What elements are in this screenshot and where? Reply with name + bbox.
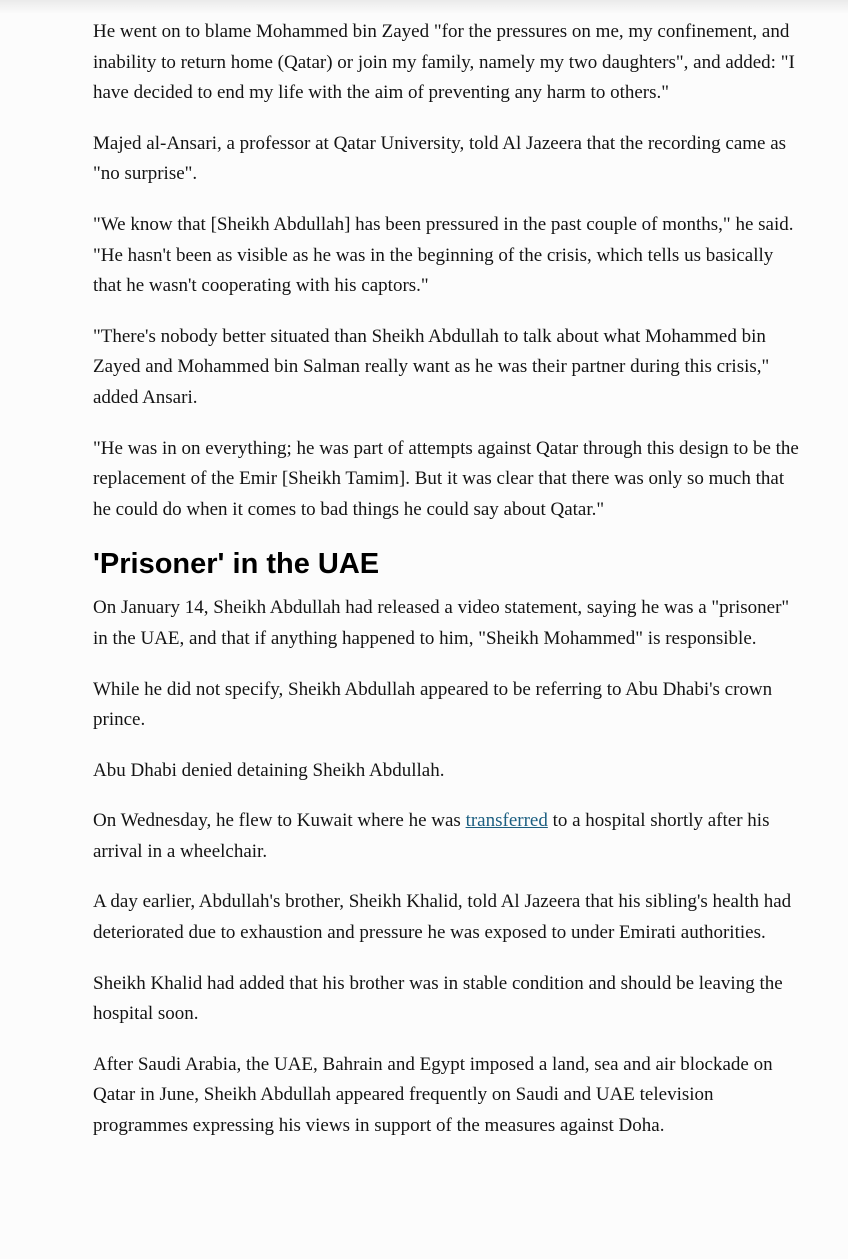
article-paragraph: He went on to blame Mohammed bin Zayed "for the pressures on me, my confinement, and inability to return home (Qatar) or join my family, namely my two daughters", and added: "I have decided to end my life with the aim of preventing any harm to others." bbox=[93, 21, 795, 104]
paragraph-text: On Wednesday, he flew to Kuwait where he was bbox=[93, 810, 466, 832]
article-paragraph: "He was in on everything; he was part of attempts against Qatar through this design to be the replacement of the Emir [Sheikh Tamim]. But it was clear that there was only so much that he could do when it comes to bad things he could say about Qatar." bbox=[93, 437, 799, 520]
article-paragraph-with-link bbox=[93, 806, 805, 867]
article-paragraph: A day earlier, Abdullah's brother, Sheikh Khalid, told Al Jazeera that his sibling's health had deteriorated due to exhaustion and pressure he was exposed to under Emirati authorities. bbox=[93, 891, 792, 944]
article-paragraph: While he did not specify, Sheikh Abdullah appeared to be referring to Abu Dhabi's crown prince. bbox=[93, 678, 773, 731]
article-paragraph: Abu Dhabi denied detaining Sheikh Abdullah. bbox=[93, 759, 445, 781]
paragraph-text: to a hospital shortly after his arrival in a wheelchair. bbox=[93, 810, 770, 862]
article-paragraph: On January 14, Sheikh Abdullah had released a video statement, saying he was a "prisoner" in the UAE, and that if anything happened to him, "Sheikh Mohammed" is responsible. bbox=[93, 597, 790, 649]
article-paragraph: Sheikh Khalid had added that his brother was in stable condition and should be leaving the hospital soon. bbox=[93, 972, 783, 1025]
transferred-link[interactable]: transferred bbox=[465, 810, 548, 832]
section-heading: 'Prisoner' in the UAE bbox=[93, 548, 380, 581]
article-body bbox=[93, 17, 805, 1162]
article-paragraph: "There's nobody better situated than Sheikh Abdullah to talk about what Mohammed bin Zayed and Mohammed bin Salman really want as he was their partner during this crisis," added Ansari. bbox=[93, 325, 770, 408]
article-paragraph: "We know that [Sheikh Abdullah] has been pressured in the past couple of months," he said. "He hasn't been as visible as he was in the beginning of the crisis, which tells us basically that he wasn't cooperating with his captors." bbox=[93, 213, 794, 297]
article-paragraph: After Saudi Arabia, the UAE, Bahrain and Egypt imposed a land, sea and air blockade on Qatar in June, Sheikh Abdullah appeared frequently on Saudi and UAE television programmes expressing his views in support of the measures against Doha. bbox=[93, 1053, 773, 1137]
top-shadow bbox=[0, 0, 848, 14]
article-paragraph: Majed al-Ansari, a professor at Qatar University, told Al Jazeera that the recording came as "no surprise". bbox=[93, 132, 787, 185]
